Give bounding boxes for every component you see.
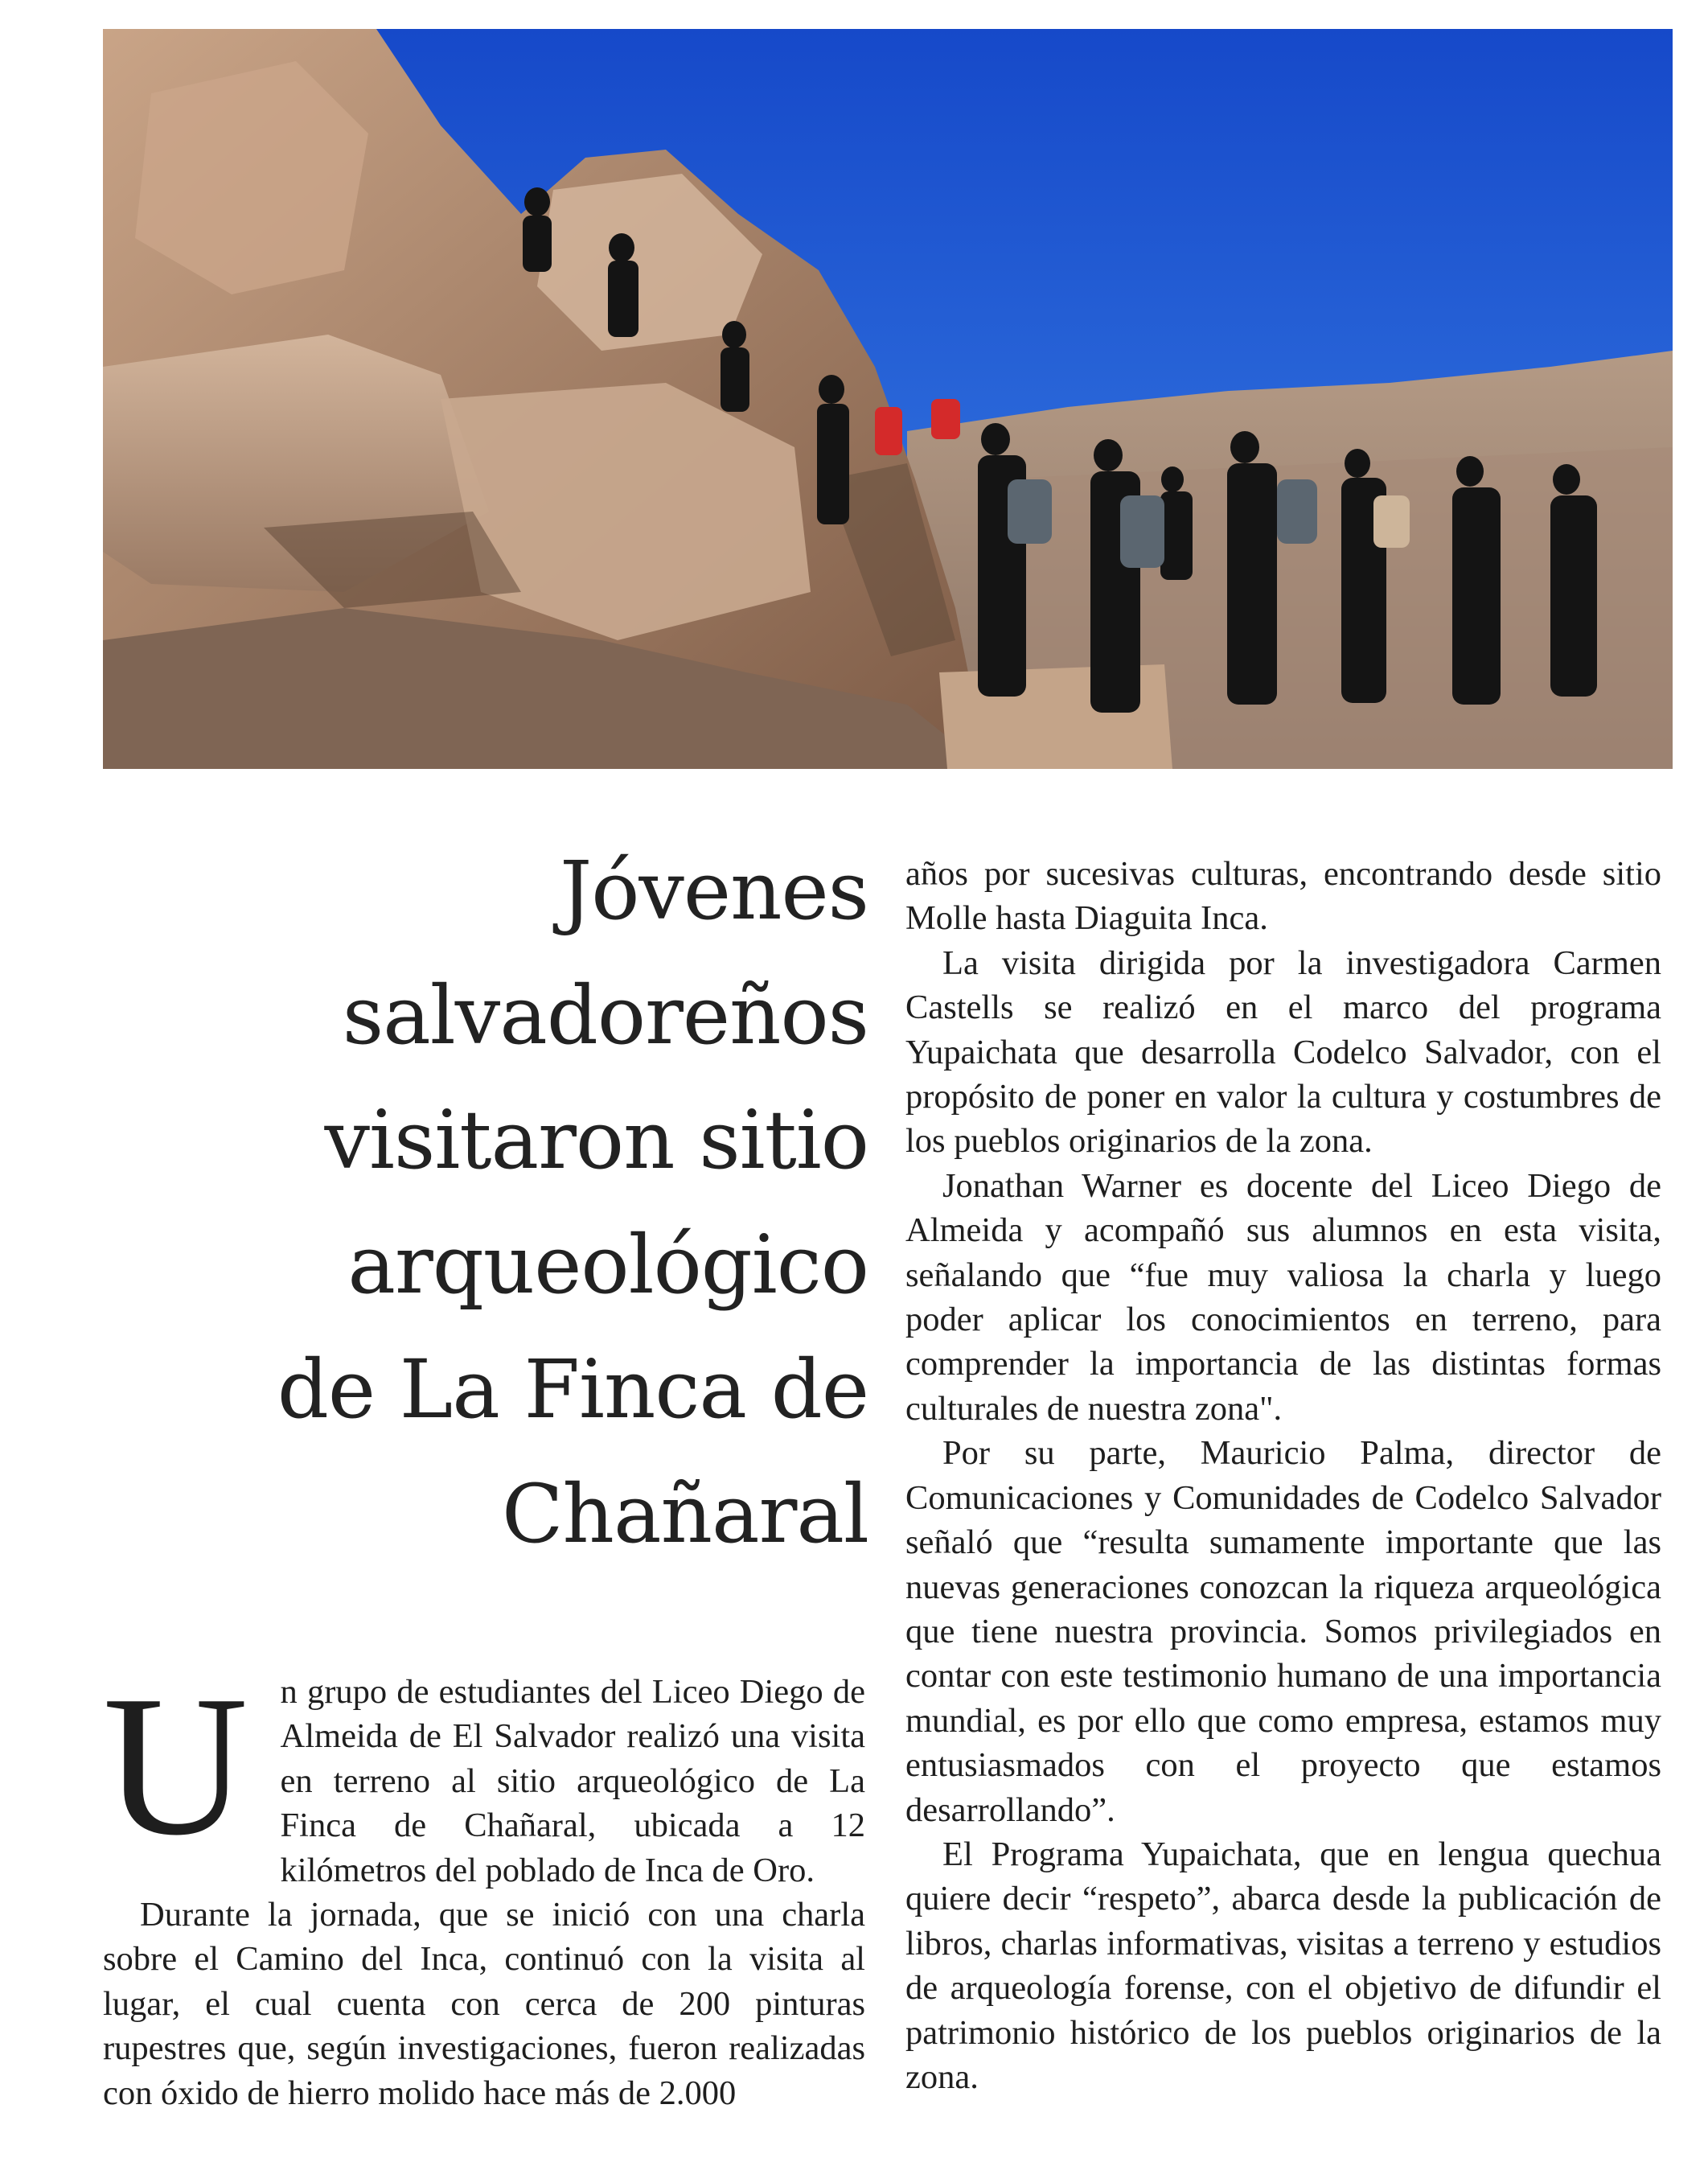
headline-line: de La Finca de (277, 1342, 868, 1437)
article-paragraph: Por su parte, Mauricio Palma, director de Comunicaciones y Comunidades de Codelco Salvador señaló que “resulta sumamente importante que las nuevas generaciones conozcan la riqueza arqueológica que tiene nuestra provincia. Somos privilegiados en contar con este testimonio humano de una importancia mundial, es por ello que como empresa, estamos muy entusiasmados con el proyecto que estamos desarrollando”. (905, 1434, 1661, 1829)
headline-line: salvadoreños (342, 968, 868, 1063)
drop-cap: U (103, 1654, 248, 1877)
article-body-right-column (905, 852, 1661, 2099)
headline-line: Jóvenes (560, 844, 868, 938)
article-paragraph (103, 1654, 865, 1893)
article-body-left-column (103, 1654, 865, 2115)
headline-line: visitaron sitio (324, 1093, 868, 1187)
article-headline (121, 828, 868, 1576)
headline-line: arqueológico (347, 1218, 868, 1312)
article-paragraph: Durante la jornada, que se inició con una charla sobre el Camino del Inca, continuó con la visita al lugar, el cual cuenta con cerca de 200 pinturas rupestres que, según investigaciones, fueron realizadas con óxido de hierro molido hace más de 2.000 (103, 1896, 865, 2112)
headline-line: Chañaral (502, 1467, 868, 1561)
paragraph-text: n grupo de estudiantes del Liceo Diego de Almeida de El Salvador realizó una visita en terreno al sitio arqueológico de La Finca de Chañaral, ubicada a 12 kilómetros del poblado de Inca de Oro. (280, 1673, 865, 1889)
article-paragraph: Jonathan Warner es docente del Liceo Diego de Almeida y acompañó sus alumnos en esta visita, señalando que “fue muy valiosa la charla y luego poder aplicar los conocimientos en terreno, para comprender la importancia de las distintas formas culturales de nuestra zona". (905, 1166, 1661, 1428)
article-paragraph: La visita dirigida por la investigadora Carmen Castells se realizó en el marco del programa Yupaichata que desarrolla Codelco Salvador, con el propósito de poner en valor la cultura y costumbres de los pueblos originarios de la zona. (905, 943, 1661, 1161)
photo-archaeological-visit-icon (103, 29, 1673, 769)
article-paragraph: años por sucesivas culturas, encontrando desde sitio Molle hasta Diaguita Inca. (905, 855, 1661, 938)
article-paragraph: El Programa Yupaichata, que en lengua quechua quiere decir “respeto”, abarca desde la publicación de libros, charlas informativas, visitas a terreno y estudios de arqueología forense, con el objetivo de difundir el patrimonio histórico de los pueblos originarios de la zona. (905, 1835, 1661, 2096)
article-photo (103, 29, 1673, 769)
